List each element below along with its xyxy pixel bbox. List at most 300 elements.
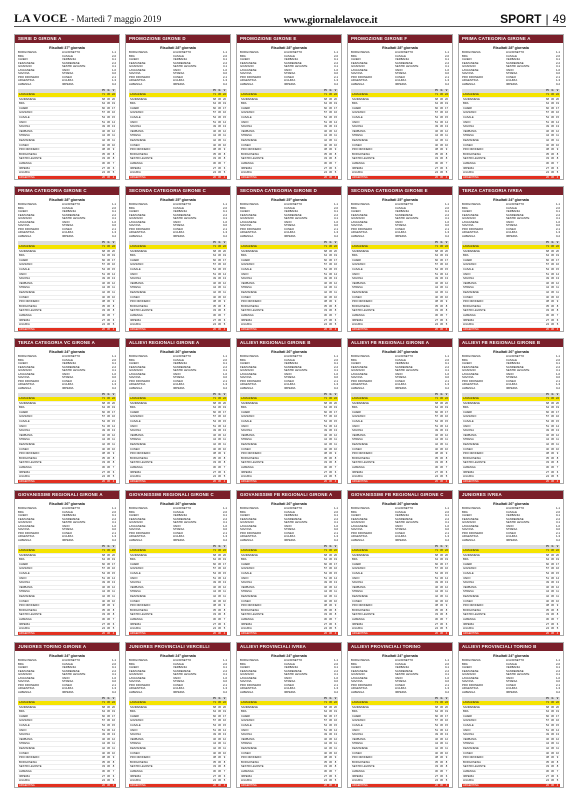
column-header: G [329,241,332,244]
team-stat: 10 [556,143,559,147]
team-name: VERBANIA [463,129,477,133]
team-stat: 36 [107,571,110,575]
result-score: 2-0 [444,662,449,666]
team-name: BRA [463,558,469,562]
league-title: SECONDA CATEGORIA GIRONE C [126,187,230,195]
team-name: VERBANIA [241,433,255,437]
team-stat: 20 [324,327,327,331]
team-stat: 57 [546,567,549,571]
team-name: BORGOSESIA [351,51,370,54]
team-name: CASALE [463,267,474,271]
team-name: SESTRI LEVANTE [19,461,42,465]
team-stat: 36 [107,327,110,331]
team-stat: 27 [324,470,327,474]
team-stat: 36 [107,397,110,400]
team-name: CHIERI [351,362,361,365]
team-name: SESTRI LEVANTE [241,461,264,465]
team-name: VERBANIA [352,281,366,285]
team-stat: 36 [107,106,110,110]
team-stat: 42 [102,594,105,598]
team-stat: 44 [324,590,327,594]
team-stat: 24 [324,171,327,175]
team-name: IMPERIA [352,166,364,170]
team-stat: 24 [435,323,438,327]
team-name: ALBENGA [463,617,476,621]
result-score: 1-0 [333,372,338,376]
team-stat: 36 [329,152,332,156]
team-name: BORGOSESIA [351,659,370,662]
result-score: 2-2 [222,213,227,217]
team-stat: 54 [102,115,105,119]
team-stat: 10 [445,295,448,299]
team-name: LAVAGNESE [129,68,146,72]
team-stat: 57 [102,263,105,267]
team-stat: 36 [329,254,332,258]
team-name: BRA [129,206,135,210]
team-stat: 51 [324,728,327,732]
team-name: VADO [130,424,138,428]
result-score: 2-0 [333,662,338,666]
team-stat: 36 [107,277,110,281]
team-name: PRO DRONERO [351,75,373,79]
team-stat: 6 [334,166,337,170]
team-stat: 36 [107,442,110,446]
team-stat: 36 [329,479,332,483]
team-name: SESTRI LEVANTE [395,65,419,68]
team-stat: 24 [213,475,216,479]
team-stat: 36 [551,719,554,723]
team-name: LIGURIA [506,231,518,234]
team-stat: 38 [435,148,438,152]
team-stat: 14 [223,728,226,732]
team-name: STRESA [395,528,407,531]
team-stat: 20 [213,175,216,179]
team-stat: 36 [329,746,332,750]
team-name: CASALE [506,54,518,58]
team-stat: 6 [334,318,337,322]
team-stat: 51 [102,272,105,276]
result-score: 0-2 [333,538,338,542]
team-stat: 8 [556,304,559,308]
team-stat: 10 [112,143,115,147]
team-stat: 22 [556,397,559,400]
team-stat: 57 [324,567,327,571]
team-name: IMPERIA [130,470,142,474]
team-stat: 60 [213,106,216,110]
team-stat: 57 [213,415,216,419]
team-name: ARGENTINA [462,687,479,690]
team-stat: 36 [440,138,443,142]
team-stat: 36 [551,452,554,456]
standings-table [18,89,116,180]
team-name: LIGURIA [173,383,185,386]
team-name: BRA [130,558,136,562]
team-stat: 36 [107,415,110,419]
team-name: STRESA [506,528,518,531]
team-name: CASALE [62,206,74,210]
result-score: 1-3 [111,687,116,690]
team-stat: 36 [218,571,221,575]
team-name: CASALE [352,115,363,119]
team-stat: 40 [102,751,105,755]
team-name: FEZZANESE [129,213,146,217]
team-stat: 20 [435,631,438,635]
team-stat: 36 [329,608,332,612]
team-stat: 36 [551,553,554,557]
team-stat: 5 [334,475,337,479]
team-stat: 8 [112,608,115,612]
team-name: CASALE [395,206,407,210]
team-stat: 42 [546,138,549,142]
team-name: ARGENTINA [19,631,35,635]
team-stat: 30 [435,313,438,317]
team-name: STRESA [241,286,252,290]
team-stat: 11 [223,286,226,290]
result-score: 2-0 [333,206,338,210]
team-name: ALBENGA [130,161,143,165]
team-stat: 49 [324,733,327,737]
team-stat: 36 [551,756,554,760]
result-score: 1-3 [111,535,116,538]
team-name: CHIERI [462,58,472,61]
team-stat: 8 [112,456,115,460]
newspaper-name: LA VOCE - Martedì 7 maggio 2019 [14,11,162,25]
team-stat: 11 [112,442,115,446]
team-stat: 49 [435,581,438,585]
team-stat: 36 [107,111,110,115]
team-name: STRESA [173,72,185,75]
team-name: ARGENTINA [241,175,257,179]
team-name: BORGOSESIA [130,152,148,156]
team-stat: 49 [102,429,105,433]
team-stat: 5 [556,171,559,175]
team-stat: 27 [546,166,549,170]
team-stat: 20 [112,97,115,101]
team-stat: 14 [445,576,448,580]
team-name: SAVONA [241,125,253,129]
team-stat: 36 [218,756,221,760]
result-score: 0-0 [555,376,560,379]
team-name: VERBANIA [19,737,33,741]
team-stat: 27 [102,774,105,778]
team-stat: 36 [107,452,110,456]
team-name: IMPERIA [130,622,142,626]
team-stat: 36 [107,134,110,138]
team-name: ARGENTINA [463,783,479,787]
column-header: V [223,545,226,548]
team-stat: 36 [440,323,443,327]
team-stat: 44 [435,590,438,594]
team-name: LAVAGNESE [462,524,479,528]
result-score: 2-1 [333,531,338,535]
league-title: PROMOZIONE GIRONE E [237,35,341,43]
matchday-label: Risultati 24ª giornata [382,654,418,658]
team-stat: 36 [218,705,221,709]
result-score: 2-1 [555,531,560,535]
team-name: BRA [462,358,468,362]
team-name: BORGOSESIA [19,152,37,156]
team-stat: 36 [218,452,221,456]
team-stat: 71 [435,701,438,704]
team-stat: 19 [556,558,559,562]
team-name: CASALE [19,115,30,119]
team-name: ALBENGA [129,386,143,390]
team-stat: 9 [223,452,226,456]
team-stat: 36 [107,701,110,704]
team-stat: 22 [223,93,226,96]
team-name: GOZZANO [130,567,144,571]
team-name: STRESA [241,590,252,594]
team-stat: 44 [102,438,105,442]
team-stat: 54 [546,419,549,423]
matchday-label: Risultati 26ª giornata [493,502,529,506]
team-stat: 17 [556,106,559,110]
team-stat: 8 [223,608,226,612]
team-stat: 9 [223,300,226,304]
team-stat: 10 [112,447,115,451]
result-score: 2-1 [111,227,116,231]
team-stat: 4 [223,479,226,483]
team-name: LIGORNETTO [62,203,81,206]
team-stat: 11 [334,742,337,746]
team-name: PRO DRONERO [351,379,373,383]
team-name: SESTRI LEVANTE [463,157,486,161]
team-stat: 12 [334,281,337,285]
team-stat: 36 [551,157,554,161]
result-score: 2-2 [444,517,449,521]
team-stat: 64 [213,406,216,410]
team-stat: 36 [551,751,554,755]
team-stat: 68 [546,401,549,405]
team-name: ARGENTINA [19,327,35,331]
team-name: ARGENTINA [130,175,146,179]
team-stat: 36 [440,254,443,258]
team-name: VADO [19,728,27,732]
team-name: LIGURIA [352,323,363,327]
team-stat: 36 [551,309,554,313]
team-stat: 46 [102,585,105,589]
team-name: ALBENGA [129,690,143,694]
team-stat: 36 [551,397,554,400]
team-stat: 19 [334,558,337,562]
team-stat: 71 [546,245,549,248]
team-stat: 71 [213,93,216,96]
result-row [18,691,116,695]
team-stat: 36 [551,295,554,299]
team-stat: 27 [102,622,105,626]
team-name: CUNEO [19,599,29,603]
team-stat: 36 [440,429,443,433]
team-name: BORGOSESIA [462,51,481,54]
result-score: 0-2 [333,82,338,86]
result-score: 3-1 [333,521,338,524]
league-title: PROMOZIONE GIRONE F [348,35,452,43]
team-stat: 11 [334,138,337,142]
team-name: CASALE [352,267,363,271]
team-stat: 60 [435,410,438,414]
team-stat: 64 [546,558,549,562]
team-name: VADO [241,424,249,428]
team-name: SAVONA [462,224,474,227]
team-stat: 10 [556,295,559,299]
team-name: SAVONA [463,581,475,585]
team-stat: 9 [112,604,115,608]
team-stat: 36 [329,470,332,474]
team-name: CUNEO [395,379,406,383]
team-stat: 36 [440,277,443,281]
result-score: 2-2 [222,61,227,65]
team-stat: 36 [107,733,110,737]
team-stat: 19 [334,406,337,410]
team-stat: 46 [435,281,438,285]
team-stat: 36 [329,710,332,714]
team-name: ARGENTINA [351,79,368,82]
team-stat: 13 [334,581,337,585]
team-name: ALBENGA [18,538,32,542]
team-name: VERBANIA [463,737,477,741]
team-name: BORGOSESIA [18,51,37,54]
team-stat: 33 [435,765,438,769]
team-stat: 15 [334,267,337,271]
team-stat: 36 [107,263,110,267]
team-stat: 13 [112,733,115,737]
column-header: G [107,697,110,700]
team-name: SESTRI LEVANTE [173,217,197,220]
team-stat: 36 [329,245,332,248]
team-stat: 15 [112,115,115,119]
team-name: SAVONA [240,528,252,531]
result-row [240,387,338,391]
team-stat: 36 [440,148,443,152]
team-stat: 36 [440,719,443,723]
result-score: 2-2 [222,365,227,369]
team-stat: 60 [546,410,549,414]
team-name: CASALE [173,206,185,210]
team-stat: 36 [440,475,443,479]
team-stat: 8 [112,760,115,764]
team-name: CUNEO [352,599,362,603]
team-stat: 17 [445,714,448,718]
team-stat: 4 [223,327,226,331]
team-stat: 12 [445,433,448,437]
team-stat: 64 [324,710,327,714]
results-list [459,203,563,238]
team-name: FEZZANESE [352,290,368,294]
team-stat: 38 [435,452,438,456]
team-stat: 8 [445,608,448,612]
team-stat: 30 [435,769,438,773]
team-name: VERBANIA [284,514,299,517]
team-stat: 8 [556,608,559,612]
team-name: BRA [18,358,24,362]
team-stat: 16 [334,263,337,267]
column-header: G [329,697,332,700]
team-stat: 4 [556,175,559,179]
team-name: VADO [395,220,403,224]
team-name: VERBANIA [395,666,410,669]
team-stat: 35 [324,608,327,612]
team-stat: 44 [102,134,105,138]
section-header: SPORT | 49 [500,12,566,26]
team-stat: 42 [324,746,327,750]
team-stat: 36 [107,258,110,262]
team-stat: 36 [329,161,332,165]
team-stat: 27 [546,318,549,322]
team-stat: 24 [213,323,216,327]
team-stat: 33 [324,461,327,465]
team-name: CUNEO [130,143,140,147]
league-card [236,338,342,484]
team-stat: 36 [440,710,443,714]
result-score: 0-1 [444,58,449,61]
column-header: G [329,545,332,548]
matchday-label: Risultati 28ª giornata [49,198,85,202]
team-name: SANREMESE [506,213,524,217]
team-name: LIGURIA [352,627,363,631]
result-score: 0-0 [555,680,560,683]
team-stat: 5 [334,323,337,327]
team-stat: 36 [551,746,554,750]
team-stat: 49 [213,125,216,129]
team-stat: 17 [334,562,337,566]
team-name: GOZZANO [18,369,32,372]
team-stat: 11 [556,438,559,442]
team-stat: 36 [551,102,554,106]
team-stat: 54 [546,267,549,271]
team-stat: 36 [218,419,221,423]
team-stat: 57 [213,111,216,115]
team-stat: 36 [551,97,554,101]
team-stat: 4 [334,175,337,179]
result-score: 1-3 [555,687,560,690]
team-stat: 36 [218,300,221,304]
team-stat: 6 [556,774,559,778]
standings-table [462,545,560,636]
team-stat: 16 [445,567,448,571]
team-stat: 68 [213,249,216,253]
team-name: PRO DRONERO [18,531,40,535]
team-stat: 36 [440,737,443,741]
team-stat: 36 [551,304,554,308]
team-name: VADO [130,120,138,124]
team-stat: 42 [435,138,438,142]
column-header: V [112,697,115,700]
result-score: 1-3 [222,79,227,82]
team-stat: 5 [445,627,448,631]
team-stat: 36 [329,102,332,106]
team-stat: 36 [107,590,110,594]
team-stat: 49 [102,581,105,585]
team-name: ARGENTINA [463,631,479,635]
team-stat: 36 [107,562,110,566]
team-stat: 7 [445,161,448,165]
team-name: CHIERI [462,210,472,213]
team-name: VADO [463,728,471,732]
team-stat: 36 [218,581,221,585]
team-stat: 42 [213,442,216,446]
result-score: 0-0 [111,72,116,75]
team-name: ALBENGA [240,690,254,694]
team-stat: 64 [324,558,327,562]
team-name: CHIERI [130,714,140,718]
team-name: FEZZANESE [19,290,35,294]
team-name: PRO DRONERO [129,531,151,535]
team-stat: 13 [112,125,115,129]
team-stat: 12 [556,737,559,741]
team-name: VERBANIA [62,362,77,365]
team-stat: 36 [551,129,554,133]
team-name: PRO DRONERO [240,75,262,79]
